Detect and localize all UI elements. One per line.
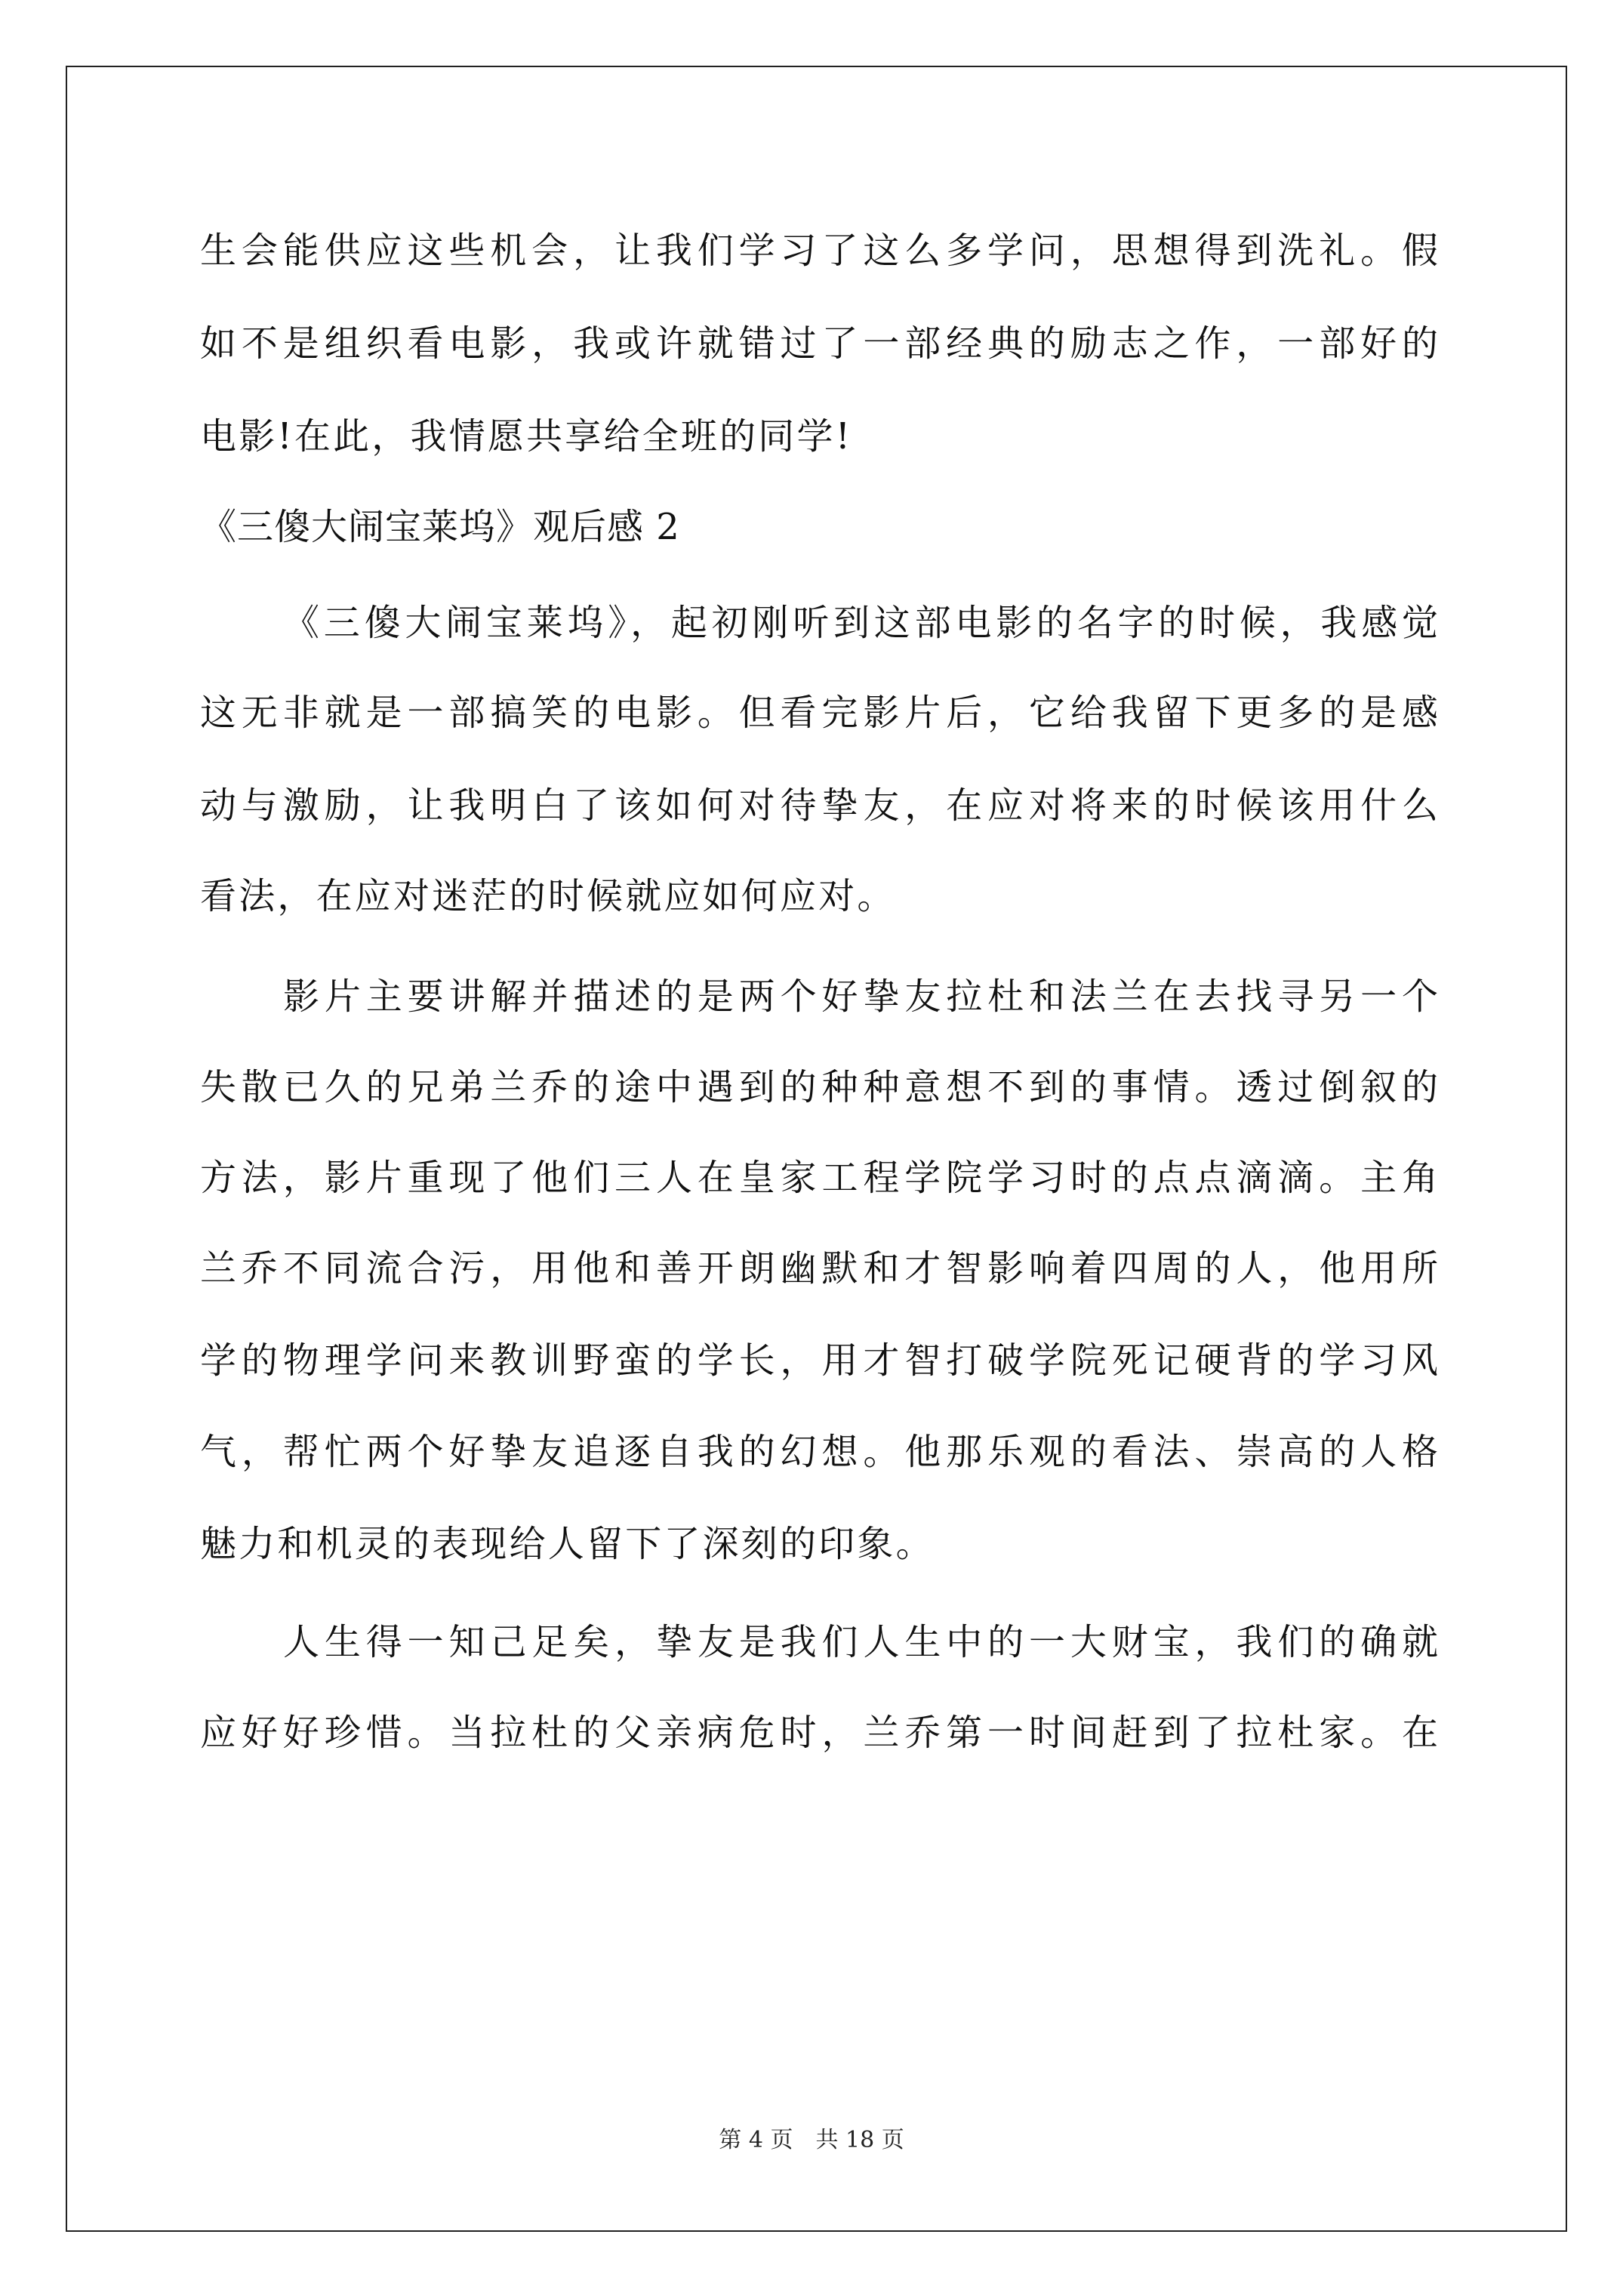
paragraph-line: 电影!在此，我情愿共享给全班的同学!: [200, 415, 853, 458]
paragraph-line: 动与激励，让我明白了该如何对待挚友，在应对将来的时候该用什么: [200, 784, 1438, 827]
paragraph-line: 这无非就是一部搞笑的电影。但看完影片后，它给我留下更多的是感: [200, 692, 1438, 734]
page-number: 第 4 页 共 18 页: [719, 2127, 904, 2153]
paragraph-line: 如不是组织看电影，我或许就错过了一部经典的励志之作，一部好的: [200, 322, 1438, 365]
page-border: [66, 66, 1567, 2232]
paragraph-line: 《三傻大闹宝莱坞》，起初刚听到这部电影的名字的时候，我感觉: [283, 602, 1438, 644]
paragraph-line: 学的物理学问来教训野蛮的学长，用才智打破学院死记硬背的学习风: [200, 1339, 1438, 1382]
paragraph-line: 看法，在应对迷茫的时候就应如何应对。: [200, 875, 896, 917]
paragraph-line: 兰乔不同流合污，用他和善开朗幽默和才智影响着四周的人，他用所: [200, 1247, 1438, 1290]
paragraph-line: 应好好珍惜。当拉杜的父亲病危时，兰乔第一时间赶到了拉杜家。在: [200, 1712, 1438, 1754]
paragraph-line: 失散已久的兄弟兰乔的途中遇到的种种意想不到的事情。透过倒叙的: [200, 1066, 1438, 1108]
paragraph-line: 生会能供应这些机会，让我们学习了这么多学问，思想得到洗礼。假: [200, 230, 1438, 272]
paragraph-line: 影片主要讲解并描述的是两个好挚友拉杜和法兰在去找寻另一个: [283, 975, 1438, 1018]
section-heading: 《三傻大闹宝莱坞》观后感 2: [200, 506, 680, 548]
paragraph-line: 气，帮忙两个好挚友追逐自我的幻想。他那乐观的看法、崇高的人格: [200, 1431, 1438, 1473]
paragraph-line: 魅力和机灵的表现给人留下了深刻的印象。: [200, 1523, 935, 1565]
paragraph-line: 人生得一知己足矣，挚友是我们人生中的一大财宝，我们的确就: [283, 1621, 1438, 1663]
paragraph-line: 方法，影片重现了他们三人在皇家工程学院学习时的点点滴滴。主角: [200, 1157, 1438, 1199]
